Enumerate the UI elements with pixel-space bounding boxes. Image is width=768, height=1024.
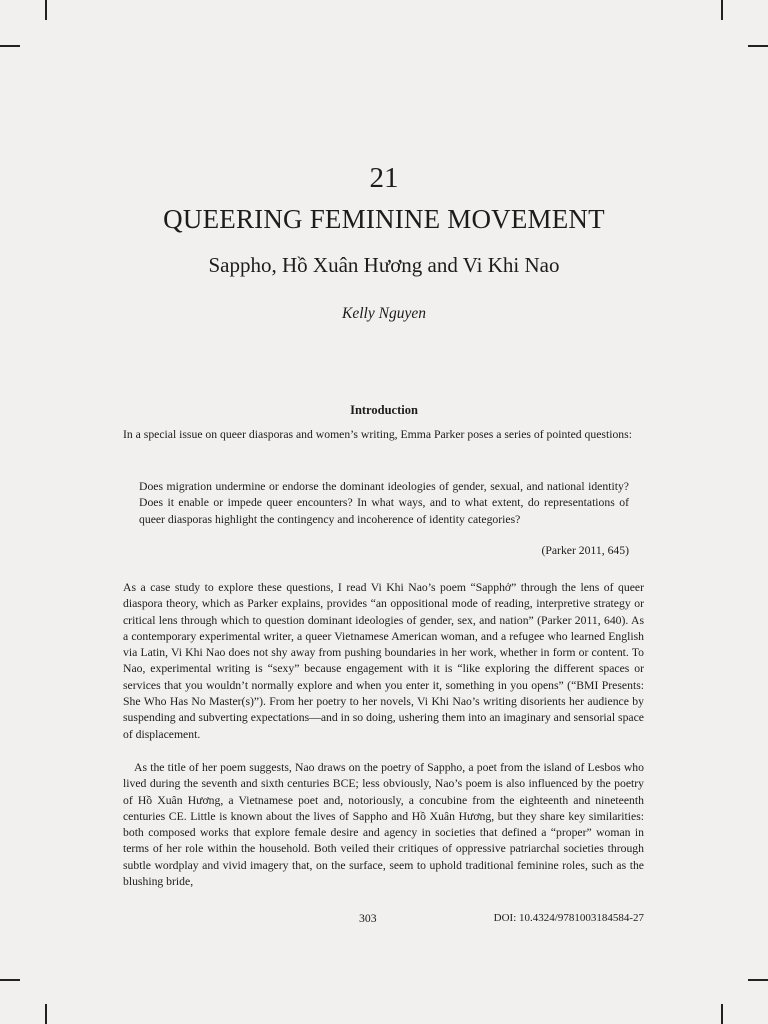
crop-mark (0, 979, 20, 981)
body-paragraph: As the title of her poem suggests, Nao draws on the poetry of Sappho, a poet from the island of Lesbos who lived during the seventh and sixth centuries BCE; less obviously, Nao’s poem is also influenced by the poetry of Hồ Xuân Hương, a Vietnamese poet and, notoriously, a concubine from the eighteenth and nineteenth centuries CE. Little is known about the lives of Sappho and Hồ Xuân Hương, but they share key similarities: both composed works that explore female desire and agency in societies that defined a “proper” woman in terms of her role within the household. Both veiled their critiques of oppressive patriarchal societies through subtle wordplay and vivid imagery that, on the surface, seem to uphold traditional feminine roles, such as the blushing bride, (123, 761, 644, 889)
crop-mark (748, 45, 768, 47)
block-quote: Does migration undermine or endorse the dominant ideologies of gender, sexual, and national identity? Does it enable or impede queer encounters? In what ways, and to what extent, do representations of queer diasporas highlight the contingency and incoherence of identity categories? (139, 480, 629, 526)
crop-mark (721, 0, 723, 20)
chapter-subtitle: Sappho, Hồ Xuân Hương and Vi Khi Nao (208, 253, 560, 277)
crop-mark (45, 1004, 47, 1024)
chapter-number: 21 (369, 162, 399, 194)
doi-text: DOI: 10.4324/9781003184584-27 (493, 912, 644, 924)
crop-mark (45, 0, 47, 20)
quote-citation: (Parker 2011, 645) (541, 544, 629, 557)
section-heading: Introduction (350, 403, 418, 417)
crop-mark (748, 979, 768, 981)
body-paragraph: As a case study to explore these questions, I read Vi Khi Nao’s poem “Sapphở” through the lens of queer diaspora theory, which as Parker explains, provides “an oppositional mode of reading, interpretive strategy or critical lens through which to question dominant ideologies of gender, sex, and nation” (Parker 2011, 640). As a contemporary experimental writer, a queer Vietnamese American woman, and a refugee who learned English via Latin, Vi Khi Nao does not shy away from pushing boundaries in her work, whether in form or content. To Nao, experimental writing is “sexy” because engagement with it is “like exploring the different spaces or services that you wouldn’t normally explore and when you enter it, something in you opens” (“BMI Presents: She Who Has No Master(s)”). From her poetry to her novels, Vi Khi Nao’s writing disorients her audience by suspending and subverting expectations—and in so doing, ushering them into an imaginary and sensorial space of displacement. (123, 581, 644, 741)
chapter-title: QUEERING FEMININE MOVEMENT (163, 204, 605, 234)
page-number: 303 (359, 912, 377, 925)
crop-mark (0, 45, 20, 47)
author-name: Kelly Nguyen (342, 305, 426, 322)
intro-paragraph: In a special issue on queer diasporas and women’s writing, Emma Parker poses a series of pointed questions: (123, 428, 632, 441)
crop-mark (721, 1004, 723, 1024)
